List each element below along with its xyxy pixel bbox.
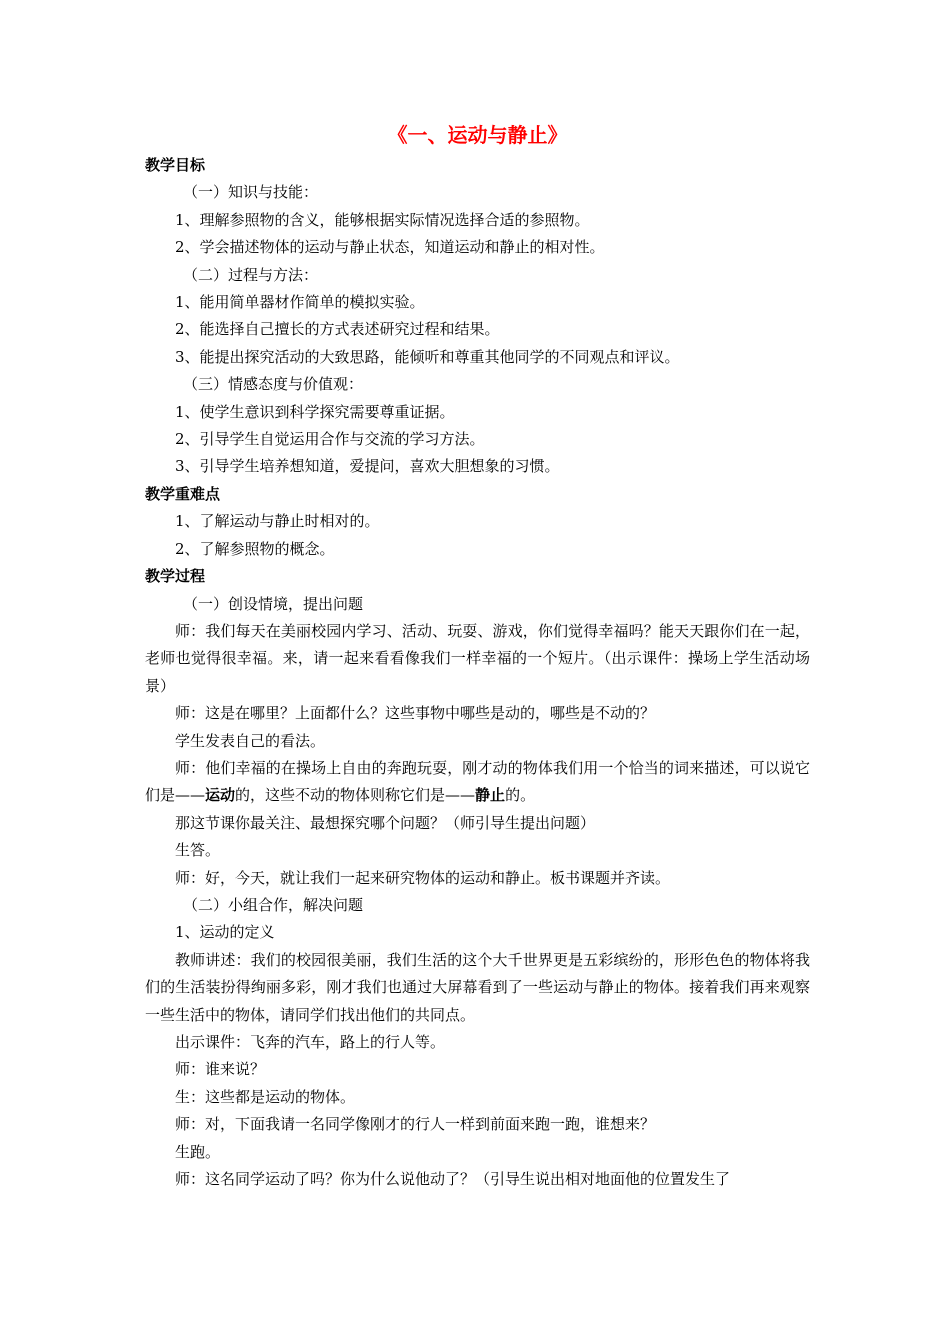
subheading-process-method: （二）过程与方法： [183,265,319,284]
paragraph: 学生发表自己的看法。 [175,731,326,750]
paragraph: 2、引导学生自觉运用合作与交流的学习方法。 [175,430,485,449]
heading-teaching-goals: 教学目标 [145,156,206,174]
paragraph: 师：好，今天，就让我们一起来研究物体的运动和静止。板书课题并齐读。 [175,868,671,887]
subheading-part1: （一）创设情境，提出问题 [183,594,364,613]
paragraph: 生跑。 [175,1142,221,1161]
paragraph: 1、了解运动与静止时相对的。 [175,512,380,531]
text-run: 师：他们幸福的在操场上自由的奔跑玩耍，刚才动的物体我们用一个恰当的词来描述，可以说它们是—— [145,758,810,805]
paragraph: 师：这名同学运动了吗？你为什么说他动了？（引导生说出相对地面他的位置发生了 [175,1170,731,1189]
paragraph: 1、理解参照物的含义，能够根据实际情况选择合适的参照物。 [175,210,590,229]
paragraph: 出示课件：飞奔的汽车，路上的行人等。 [175,1033,446,1051]
bold-term-stillness: 静止 [475,786,506,805]
paragraph: 1、能用简单器材作简单的模拟实验。 [175,293,425,312]
text-run: 的，这些不动的物体则称它们是—— [235,786,476,805]
paragraph: 2、学会描述物体的运动与静止状态，知道运动和静止的相对性。 [175,238,605,257]
document-title: 《一、运动与静止》 [387,123,568,147]
paragraph: 生答。 [175,841,221,860]
paragraph: 师：这是在哪里？上面都什么？这些事物中哪些是动的，哪些是不动的？ [175,704,656,723]
paragraph: 1、运动的定义 [175,923,275,942]
document-page [145,120,810,1193]
paragraph: 2、了解参照物的概念。 [175,539,335,558]
subheading-part2: （二）小组合作，解决问题 [183,895,364,914]
paragraph: 教师讲述：我们的校园很美丽，我们生活的这个大千世界更是五彩缤纷的，形形色色的物体将我们的生活装扮得绚丽多彩，刚才我们也通过大屏幕看到了一些运动与静止的物体。接着我们再来观察一些生活中的物体，请同学们找出他们的共同点。 [145,950,810,1024]
subheading-knowledge: （一）知识与技能： [183,183,319,202]
paragraph-motion-stillness [145,755,810,810]
paragraph: 1、使学生意识到科学探究需要尊重证据。 [175,402,455,421]
paragraph: 那这节课你最关注、最想探究哪个问题？（师引导生提出问题） [175,813,596,832]
heading-key-points: 教学重难点 [145,484,221,503]
paragraph: 3、引导学生培养想知道，爱提问，喜欢大胆想象的习惯。 [175,457,560,476]
text-run: 的。 [505,786,536,805]
paragraph: 师：对，下面我请一名同学像刚才的行人一样到前面来跑一跑，谁想来？ [175,1115,656,1134]
heading-teaching-process: 教学过程 [145,567,206,586]
subheading-attitude: （三）情感态度与价值观： [183,375,364,394]
paragraph: 生：这些都是运动的物体。 [175,1087,356,1106]
paragraph: 师：谁来说？ [175,1060,266,1079]
bold-term-motion: 运动 [205,786,236,805]
paragraph: 师：我们每天在美丽校园内学习、活动、玩耍、游戏，你们觉得幸福吗？能天天跟你们在一起，老师也觉得很幸福。来，请一起来看看像我们一样幸福的一个短片。（出示课件：操场上学生活动场景） [145,621,810,695]
paragraph: 3、能提出探究活动的大致思路，能倾听和尊重其他同学的不同观点和评议。 [175,347,680,366]
paragraph: 2、能选择自己擅长的方式表述研究过程和结果。 [175,320,500,339]
